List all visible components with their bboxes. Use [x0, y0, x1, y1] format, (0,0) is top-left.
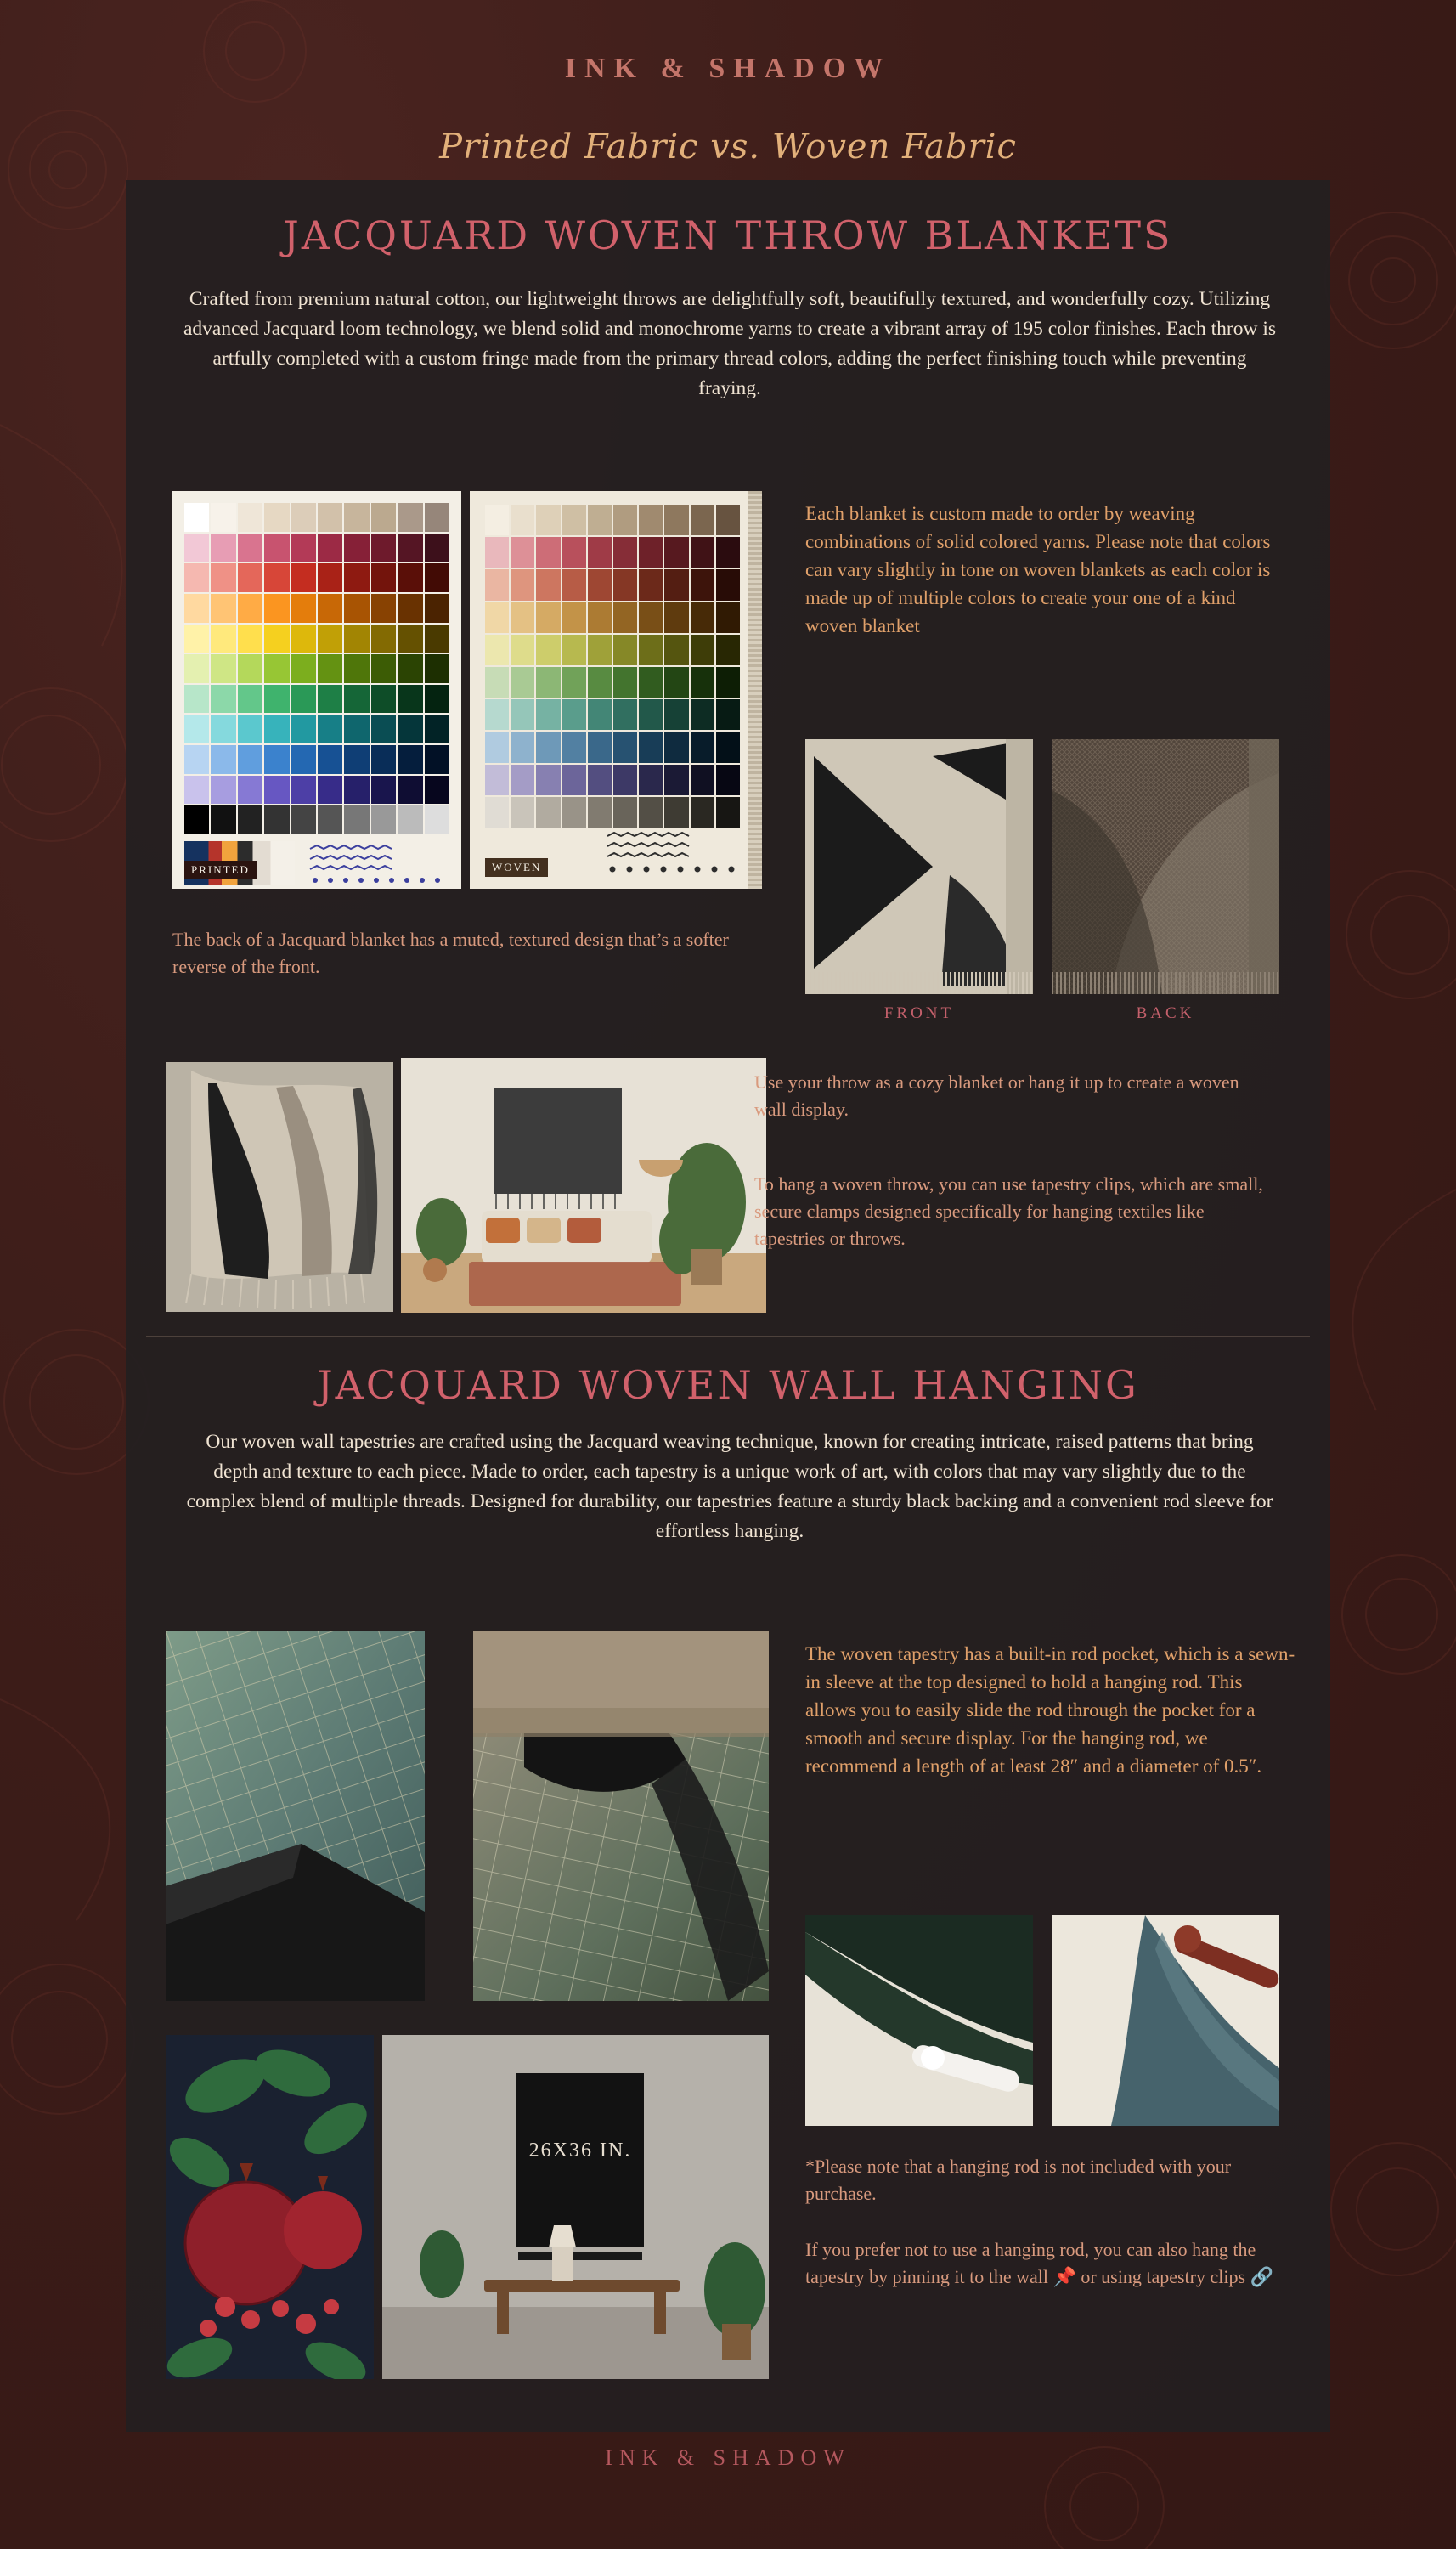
color-swatch [425, 776, 449, 805]
color-swatch [664, 569, 688, 600]
color-swatch [318, 534, 342, 562]
color-swatch [613, 699, 637, 730]
color-swatch [562, 537, 586, 568]
color-swatch [184, 594, 209, 623]
blanket-back-caption: The back of a Jacquard blanket has a muted, textured design that’s a softer reverse of the front. [172, 929, 729, 977]
color-swatch [562, 505, 586, 535]
color-swatch [264, 745, 289, 774]
color-swatch [398, 534, 422, 562]
color-swatch [562, 635, 586, 665]
pomegranate-tapestry-photo [166, 2035, 374, 2379]
color-swatch [344, 654, 369, 683]
color-swatch [639, 602, 663, 633]
color-swatch [344, 503, 369, 532]
tapestry-size-label: 26X36 IN. [528, 2139, 632, 2162]
color-swatch [211, 745, 235, 774]
color-swatch [344, 715, 369, 743]
color-swatch [238, 563, 262, 592]
color-swatch [664, 635, 688, 665]
color-swatch [562, 602, 586, 633]
color-swatch [691, 667, 714, 698]
color-swatch [562, 797, 586, 828]
color-swatch [562, 569, 586, 600]
page-subtitle: Printed Fabric vs. Woven Fabric [439, 127, 1017, 167]
color-swatch [425, 745, 449, 774]
color-swatch [511, 569, 534, 600]
color-swatch [485, 797, 509, 828]
hanging-rod-photo [1052, 1915, 1279, 2126]
color-swatch [184, 685, 209, 714]
color-swatch [691, 505, 714, 535]
color-swatch [184, 654, 209, 683]
color-swatch [344, 563, 369, 592]
color-swatch [211, 594, 235, 623]
color-swatch [691, 797, 714, 828]
color-swatch [398, 625, 422, 653]
color-swatch [691, 537, 714, 568]
color-swatch [639, 732, 663, 762]
color-swatch [238, 625, 262, 653]
color-swatch [664, 537, 688, 568]
color-swatch [485, 505, 509, 535]
color-swatch [264, 625, 289, 653]
color-swatch [716, 537, 740, 568]
color-swatch [398, 503, 422, 532]
color-swatch [664, 505, 688, 535]
color-swatch [371, 534, 396, 562]
color-swatch [264, 685, 289, 714]
color-swatch [716, 732, 740, 762]
hang-note-clips: To hang a woven throw, you can use tapestry clips, which are small, secure clamps designed specifically for hanging textiles like tapestries or throws. [754, 1173, 1263, 1249]
color-swatch [639, 667, 663, 698]
color-swatch [291, 563, 316, 592]
color-swatch [536, 797, 560, 828]
color-swatch [371, 503, 396, 532]
color-swatch [639, 765, 663, 795]
color-swatch [184, 745, 209, 774]
color-swatch [716, 699, 740, 730]
color-swatch [485, 699, 509, 730]
color-swatch [562, 699, 586, 730]
color-swatch [318, 654, 342, 683]
color-swatch [211, 805, 235, 834]
color-swatch [485, 602, 509, 633]
color-swatch [536, 537, 560, 568]
color-swatch [264, 776, 289, 805]
blanket-front-photo [805, 739, 1033, 994]
color-swatch [344, 776, 369, 805]
color-swatch [371, 805, 396, 834]
color-swatch [291, 776, 316, 805]
color-swatch [211, 625, 235, 653]
color-swatch [588, 765, 612, 795]
room-wall-display-photo [401, 1058, 766, 1313]
tapestry-closeup-photo-2 [473, 1631, 769, 2001]
color-swatch [318, 776, 342, 805]
color-swatch [639, 569, 663, 600]
tapestry-closeup-photo-1 [166, 1631, 425, 2001]
color-swatch [425, 534, 449, 562]
color-swatch [344, 745, 369, 774]
color-swatch [485, 537, 509, 568]
blanket-folded-photo [166, 1062, 393, 1312]
color-swatch [211, 563, 235, 592]
color-swatch [344, 805, 369, 834]
color-swatch [238, 503, 262, 532]
color-swatch [291, 805, 316, 834]
color-swatch [716, 505, 740, 535]
hang-note-primary: Use your throw as a cozy blanket or hang it up to create a woven wall display. [754, 1071, 1239, 1120]
color-swatch [639, 699, 663, 730]
color-swatch [184, 776, 209, 805]
color-swatch [425, 503, 449, 532]
color-swatch [511, 537, 534, 568]
color-swatch [371, 745, 396, 774]
color-swatch [318, 594, 342, 623]
color-swatch [371, 594, 396, 623]
color-swatch [562, 667, 586, 698]
color-swatch [425, 685, 449, 714]
color-swatch [264, 805, 289, 834]
color-swatch [613, 537, 637, 568]
room-tapestry-size-photo [382, 2035, 769, 2379]
color-swatch [291, 654, 316, 683]
blanket-back-photo [1052, 739, 1279, 994]
color-swatch [291, 503, 316, 532]
woven-pattern-samples-icon [606, 831, 750, 875]
color-swatch [318, 563, 342, 592]
color-swatch [291, 625, 316, 653]
color-swatch [425, 563, 449, 592]
color-swatch [291, 685, 316, 714]
color-swatch [425, 625, 449, 653]
color-swatch [264, 715, 289, 743]
color-swatch [588, 635, 612, 665]
color-swatch [371, 776, 396, 805]
color-swatch [536, 505, 560, 535]
color-swatch [398, 594, 422, 623]
color-swatch [588, 505, 612, 535]
color-swatch [211, 776, 235, 805]
color-swatch [264, 503, 289, 532]
color-swatch [238, 805, 262, 834]
color-swatch [371, 654, 396, 683]
pinning-note: If you prefer not to use a hanging rod, you can also hang the tapestry by pinning it to the wall 📌 or using tapestry clips 🔗 [805, 2239, 1273, 2287]
color-swatch [318, 745, 342, 774]
color-swatch [613, 635, 637, 665]
color-swatch [691, 732, 714, 762]
color-swatch [716, 635, 740, 665]
section-title-wall-hanging: JACQUARD WOVEN WALL HANGING [317, 1362, 1139, 1408]
color-swatch [664, 602, 688, 633]
color-swatch [291, 745, 316, 774]
color-swatch [511, 797, 534, 828]
color-swatch [318, 805, 342, 834]
color-swatch [184, 563, 209, 592]
back-photo-label: BACK [1136, 1004, 1195, 1022]
printed-color-chart [172, 491, 461, 889]
color-swatch [485, 765, 509, 795]
color-swatch [318, 625, 342, 653]
color-swatch [398, 715, 422, 743]
color-swatch [425, 654, 449, 683]
front-photo-label: FRONT [883, 1004, 955, 1022]
color-swatch [613, 569, 637, 600]
color-swatch [639, 635, 663, 665]
color-swatch [425, 805, 449, 834]
color-swatch [511, 505, 534, 535]
color-swatch [371, 625, 396, 653]
section-divider [146, 1336, 1310, 1337]
color-swatch [613, 797, 637, 828]
color-swatch [318, 503, 342, 532]
color-swatch [485, 732, 509, 762]
color-swatch [485, 635, 509, 665]
color-swatch [588, 667, 612, 698]
color-swatch [398, 685, 422, 714]
color-swatch [691, 569, 714, 600]
color-swatch [371, 563, 396, 592]
color-swatch [291, 715, 316, 743]
color-swatch [664, 699, 688, 730]
brand-title-top: INK & SHADOW [564, 53, 892, 84]
color-swatch [398, 776, 422, 805]
color-swatch [716, 569, 740, 600]
color-swatch [536, 765, 560, 795]
color-swatch [716, 797, 740, 828]
color-swatch [398, 563, 422, 592]
color-swatch [344, 625, 369, 653]
color-swatch [238, 594, 262, 623]
color-swatch [211, 503, 235, 532]
color-swatch [664, 765, 688, 795]
color-swatch [716, 602, 740, 633]
color-swatch [613, 732, 637, 762]
color-swatch [613, 602, 637, 633]
color-swatch [184, 805, 209, 834]
color-swatch [318, 715, 342, 743]
color-swatch [184, 503, 209, 532]
color-swatch [318, 685, 342, 714]
color-swatch [184, 534, 209, 562]
color-swatch [664, 667, 688, 698]
color-swatch [398, 805, 422, 834]
front-photo-fringe [805, 972, 1033, 994]
color-swatch [398, 654, 422, 683]
color-swatch [588, 602, 612, 633]
color-swatch [613, 505, 637, 535]
color-swatch [425, 715, 449, 743]
wall-hanging-intro: Our woven wall tapestries are crafted using the Jacquard weaving technique, known for creating intricate, raised patterns that bring depth and texture to each piece. Made to order, each tapestry is a unique work of art, with colors that may vary slightly due to the complex blend of multiple threads. Designed for durability, our tapestries feature a sturdy black backing and a convenient rod sleeve for effortless hanging. [186, 1431, 1273, 1542]
color-swatch [536, 667, 560, 698]
color-swatch [511, 635, 534, 665]
color-swatch [238, 685, 262, 714]
color-swatch [344, 594, 369, 623]
color-swatch [264, 654, 289, 683]
color-swatch [536, 699, 560, 730]
color-swatch [562, 732, 586, 762]
color-swatch [613, 765, 637, 795]
color-swatch [639, 537, 663, 568]
color-swatch [264, 534, 289, 562]
custom-made-note: Each blanket is custom made to order by weaving combinations of solid colored yarns. Please note that colors can vary slightly in tone on woven blankets as each color is made up of multiple colors to create your one of a kind woven blanket [805, 503, 1271, 636]
color-swatch [588, 699, 612, 730]
rod-not-included-note: *Please note that a hanging rod is not included with your purchase. [805, 2156, 1232, 2204]
section-title-throw-blankets: JACQUARD WOVEN THROW BLANKETS [283, 212, 1173, 258]
color-swatch [511, 602, 534, 633]
color-swatch [588, 569, 612, 600]
color-swatch [691, 765, 714, 795]
color-swatch [344, 685, 369, 714]
color-swatch [664, 797, 688, 828]
color-swatch [691, 635, 714, 665]
brand-title-bottom: INK & SHADOW [605, 2445, 851, 2470]
color-swatch [562, 765, 586, 795]
color-swatch [613, 667, 637, 698]
color-swatch [238, 776, 262, 805]
rod-pocket-note: The woven tapestry has a built-in rod pocket, which is a sewn-in sleeve at the top designed to hold a hanging rod. This allows you to easily slide the rod through the pocket for a smooth and secure display. For the hanging rod, we recommend a length of at least 28″ and a diameter of 0.5″. [805, 1643, 1295, 1777]
woven-color-chart [470, 491, 762, 889]
throw-blankets-intro: Crafted from premium natural cotton, our lightweight throws are delightfully soft, beautifully textured, and wonderfully cozy. Utilizing advanced Jacquard loom technology, we blend solid and monochrome yarns to create a vibrant array of 195 color finishes. Each throw is artfully completed with a custom fringe made from the primary thread colors, adding the perfect finishing touch while preventing fraying. [183, 288, 1276, 399]
woven-chart-fringe [748, 491, 762, 889]
color-swatch [238, 534, 262, 562]
color-swatch [211, 685, 235, 714]
color-swatch [588, 732, 612, 762]
color-swatch [371, 715, 396, 743]
color-swatch [536, 635, 560, 665]
printed-chart-tag: PRINTED [184, 861, 257, 879]
color-swatch [184, 625, 209, 653]
color-swatch [238, 715, 262, 743]
color-swatch [536, 602, 560, 633]
color-swatch [691, 602, 714, 633]
color-swatch [485, 667, 509, 698]
color-swatch [536, 569, 560, 600]
color-swatch [639, 797, 663, 828]
color-swatch [264, 594, 289, 623]
color-swatch [238, 745, 262, 774]
color-swatch [371, 685, 396, 714]
woven-chart-tag: WOVEN [485, 858, 548, 877]
color-swatch [425, 594, 449, 623]
printed-pattern-samples-icon [308, 844, 453, 885]
rod-sleeve-photo [805, 1915, 1033, 2126]
color-swatch [511, 667, 534, 698]
color-swatch [291, 594, 316, 623]
color-swatch [211, 715, 235, 743]
color-swatch [639, 505, 663, 535]
color-swatch [716, 765, 740, 795]
color-swatch [211, 654, 235, 683]
color-swatch [211, 534, 235, 562]
color-swatch [716, 667, 740, 698]
color-swatch [291, 534, 316, 562]
color-swatch [664, 732, 688, 762]
color-swatch [511, 765, 534, 795]
color-swatch [691, 699, 714, 730]
color-swatch [264, 563, 289, 592]
color-swatch [344, 534, 369, 562]
color-swatch [511, 732, 534, 762]
color-swatch [485, 569, 509, 600]
color-swatch [184, 715, 209, 743]
color-swatch [511, 699, 534, 730]
color-swatch [238, 654, 262, 683]
color-swatch [398, 745, 422, 774]
back-photo-fringe [1052, 972, 1279, 994]
color-swatch [588, 797, 612, 828]
color-swatch [588, 537, 612, 568]
color-swatch [536, 732, 560, 762]
